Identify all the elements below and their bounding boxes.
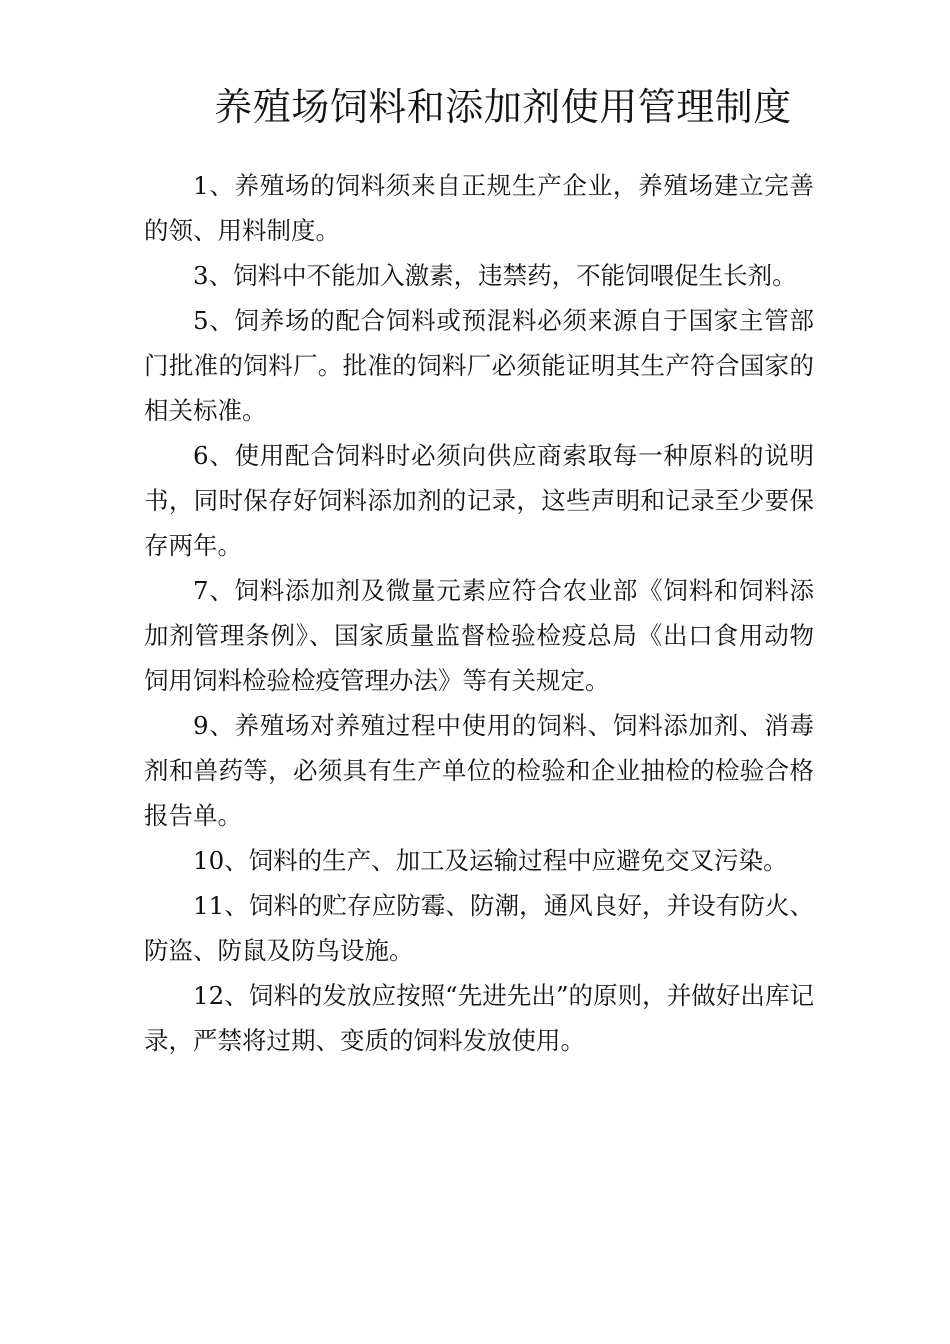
- clause-9: 9、养殖场对养殖过程中使用的饲料、饲料添加剂、消毒剂和兽药等，必须具有生产单位的检验和企业抽检的检验合格报告单。: [144, 711, 814, 830]
- clause-3: 3、饲料中不能加入激素，违禁药，不能饲喂促生长剂。: [193, 261, 797, 290]
- clause-10: 10、饲料的生产、加工及运输过程中应避免交叉污染。: [193, 846, 788, 875]
- document-body: [144, 163, 814, 1063]
- document-title: 养殖场饲料和添加剂使用管理制度: [214, 85, 792, 129]
- clause-7: 7、饲料添加剂及微量元素应符合农业部《饲料和饲料添加剂管理条例》、国家质量监督检验检疫总局《出口食用动物饲用饲料检验检疫管理办法》等有关规定。: [144, 576, 814, 695]
- clause-1: 1、养殖场的饲料须来自正规生产企业，养殖场建立完善的领、用料制度。: [144, 171, 814, 245]
- clause-11: 11、饲料的贮存应防霉、防潮，通风良好，并设有防火、防盗、防鼠及防鸟设施。: [144, 891, 814, 965]
- clause-12: 12、饲料的发放应按照“先进先出”的原则，并做好出库记录，严禁将过期、变质的饲料发放使用。: [144, 981, 814, 1055]
- clause-5: 5、饲养场的配合饲料或预混料必须来源自于国家主管部门批准的饲料厂。批准的饲料厂必须能证明其生产符合国家的相关标准。: [144, 306, 814, 425]
- clause-6: 6、使用配合饲料时必须向供应商索取每一种原料的说明书，同时保存好饲料添加剂的记录，这些声明和记录至少要保存两年。: [144, 441, 814, 560]
